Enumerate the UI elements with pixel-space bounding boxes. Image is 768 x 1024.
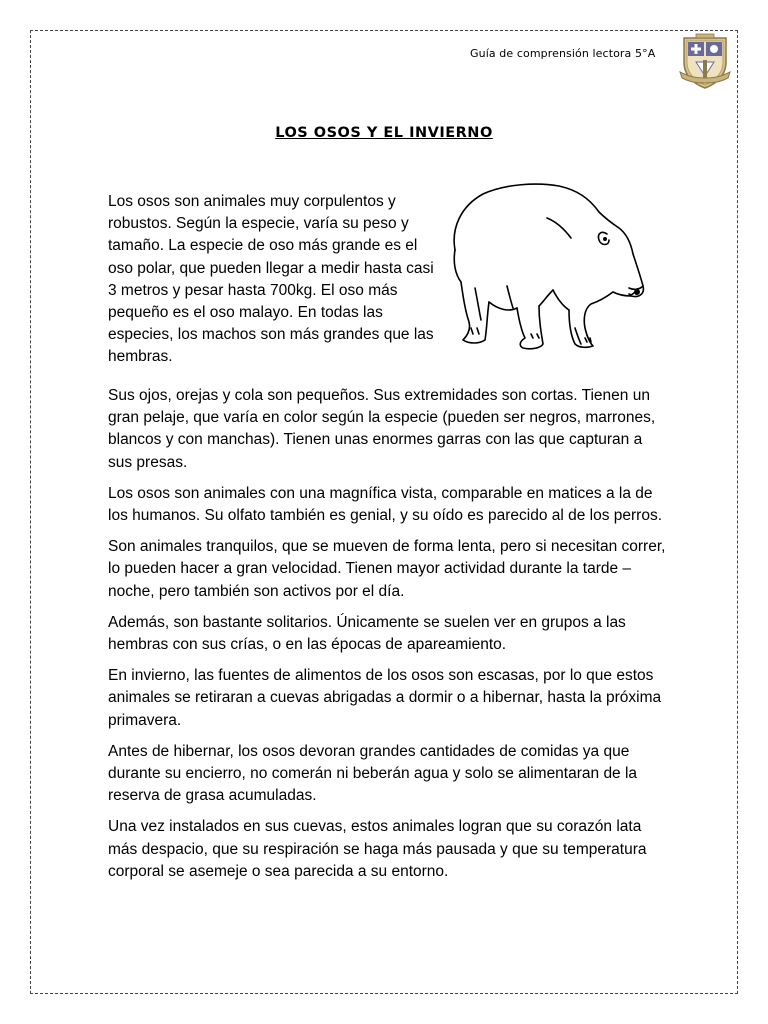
polar-bear-drawing-icon (447, 178, 647, 353)
school-crest-icon (676, 32, 734, 90)
paragraph: Antes de hibernar, los osos devoran grandes cantidades de comidas ya que durante su encierro, no comerán ni beberán agua y solo se alimentaran de la reserva de grasa acumuladas. (108, 742, 638, 805)
guide-header: Guía de comprensión lectora 5°A (470, 47, 656, 60)
paragraph: Sus ojos, orejas y cola son pequeños. Sus extremidades son cortas. Tienen un gran pelaje, que varía en color según la especie (pueden ser negros, marrones, blancos y con manchas). Tienen unas enormes garras con las que capturan a sus presas. (108, 387, 656, 471)
paragraph: Además, son bastante solitarios. Únicamente se suelen ver en grupos a las hembras con sus crías, o en las épocas de apareamiento. (108, 613, 626, 654)
paragraph: Son animales tranquilos, que se mueven de forma lenta, pero si necesitan correr, lo pueden hacer a gran velocidad. Tienen mayor actividad durante la tarde – noche, pero también son activos por el día. (108, 538, 666, 600)
paragraph-intro: Los osos son animales muy corpulentos y robustos. Según la especie, varía su peso y tamaño. La especie de oso más grande es el oso polar, que pueden llegar a medir hasta casi 3 metros y pesar hasta 700kg. El oso más pequeño es el oso malayo. En todas las especies, los machos son más grandes que las hembras. (108, 193, 434, 366)
paragraph: En invierno, las fuentes de alimentos de los osos son escasas, por lo que estos animales se retiraran a cuevas abrigadas a dormir o a hibernar, hasta la próxima primavera. (108, 667, 662, 729)
page-title: LOS OSOS Y EL INVIERNO (275, 125, 493, 141)
paragraph: Una vez instalados en sus cuevas, estos animales logran que su corazón lata más despacio, que su respiración se haga más pausada y que su temperatura corporal se asemeje o sea parecida a su entorno. (108, 818, 647, 880)
body-paragraphs (108, 385, 668, 892)
paragraph: Los osos son animales con una magnífica vista, comparable en matices a la de los humanos. Su olfato también es genial, y su oído es parecido al de los perros. (108, 484, 663, 525)
